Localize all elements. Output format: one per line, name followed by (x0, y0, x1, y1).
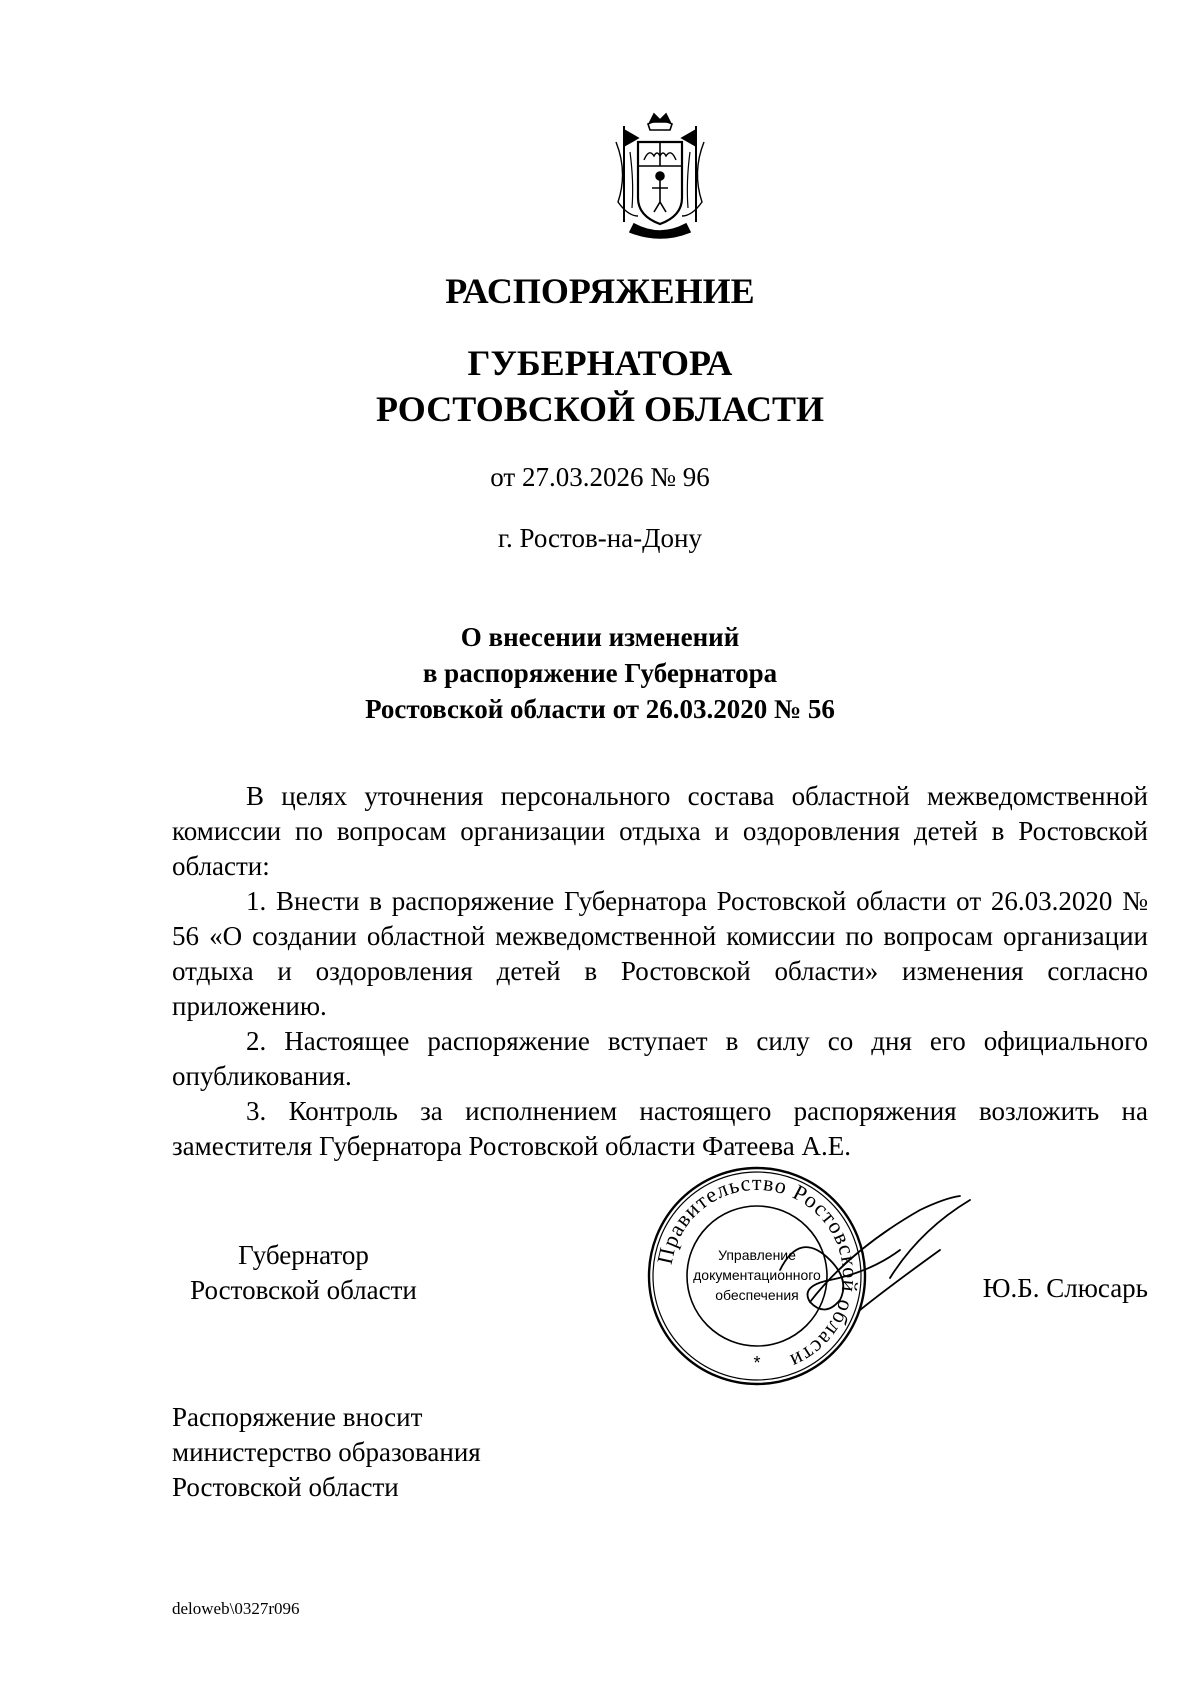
document-body (172, 779, 1148, 1164)
issuer-line-1: ГУБЕРНАТОРА (467, 343, 733, 383)
coat-of-arms-icon (604, 112, 716, 240)
stamp-inner-line-3: обеспечения (715, 1287, 799, 1303)
stamp-inner-line-1: Управление (718, 1247, 796, 1263)
position-line-1: Губернатор (238, 1240, 369, 1270)
heading-line-3: Ростовской области от 26.03.2020 № 56 (365, 694, 835, 724)
document-heading (0, 619, 1200, 727)
introducer-line-2: министерство образования (172, 1437, 481, 1467)
paragraph-item-1: 1. Внести в распоряжение Губернатора Ростовской области от 26.03.2020 № 56 «О создании областной межведомственной комиссии по вопросам организации отдыха и оздоровления детей в Ростовской области» изменения согласно приложению. (172, 886, 1148, 1021)
introducer-line-3: Ростовской области (172, 1472, 399, 1502)
heading-line-2: в распоряжение Губернатора (422, 658, 778, 688)
paragraph-preamble: В целях уточнения персонального состава областной межведомственной комиссии по вопросам организации отдыха и оздоровления детей в Ростовской области: (172, 781, 1148, 881)
stamp-star: * (753, 1353, 761, 1373)
introducer-line-1: Распоряжение вносит (172, 1402, 423, 1432)
signatory-name: Ю.Б. Слюсарь (982, 1273, 1148, 1303)
file-reference: deloweb\0327r096 (172, 1599, 300, 1618)
issuer-line-2: РОСТОВСКОЙ ОБЛАСТИ (376, 389, 824, 429)
paragraph-item-3: 3. Контроль за исполнением настоящего распоряжения возложить на заместителя Губернатора Ростовской области Фатеева А.Е. (172, 1096, 1148, 1161)
handwritten-signature (770, 1190, 1000, 1340)
document-issuer (0, 340, 1200, 432)
stamp-outer-text: Правительство Ростовской области (651, 1169, 864, 1375)
document-title: РАСПОРЯЖЕНИЕ (445, 271, 755, 311)
position-line-2: Ростовской области (190, 1275, 417, 1305)
document-city: г. Ростов-на-Дону (497, 523, 702, 553)
paragraph-item-2: 2. Настоящее распоряжение вступает в силу со дня его официального опубликования. (172, 1026, 1148, 1091)
signatory-position (176, 1238, 431, 1308)
stamp-inner-line-2: документационного (693, 1267, 821, 1283)
document-date-number: от 27.03.2026 № 96 (490, 462, 710, 492)
introducer-block (172, 1400, 481, 1505)
heading-line-1: О внесении изменений (460, 622, 740, 652)
